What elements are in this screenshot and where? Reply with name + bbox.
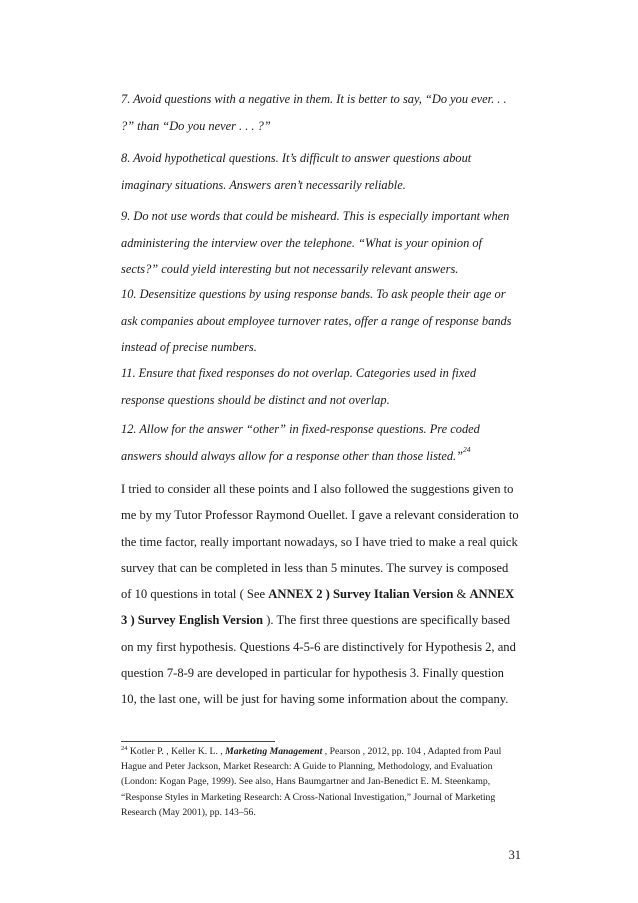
guideline-item-9: 9. Do not use words that could be misheard. This is especially important when administering the interview over the telephone. “What is your opinion of sects?” could yield interesting but not necessarily relevant answers. xyxy=(121,209,510,276)
guideline-item-8: 8. Avoid hypothetical questions. It’s difficult to answer questions about imaginary situations. Answers aren’t necessarily reliable. xyxy=(121,151,472,192)
body-intro-text: I tried to consider all these points and I also followed the suggestions given to me by my Tutor Professor Raymond Ouellet. I gave a relevant consideration to the time factor, really important nowadays, so I have tried to make a real quick survey that can be completed in less than 5 minutes. The survey is composed of 10 questions in total ( See xyxy=(121,482,519,602)
ampersand-text: & xyxy=(453,587,470,602)
body-paragraph xyxy=(121,476,521,713)
footnote-authors: Kotler P. , Keller K. L. , xyxy=(127,746,226,757)
guideline-item-11: 11. Ensure that fixed responses do not overlap. Categories used in fixed response questions should be distinct and not overlap. xyxy=(121,366,477,407)
annex-3-reference: ANNEX 3 ) Survey English Version xyxy=(121,587,515,628)
guideline-item-12 xyxy=(121,416,521,469)
body-rest-text: ). The first three questions are specifically based on my first hypothesis. Questions 4-5-6 are distinctively for Hypothesis 2, and question 7-8-9 are developed in particular for hypothesis 3. Finally question 10, the last one, will be just for having some information about the company. xyxy=(121,613,516,707)
footnote-divider xyxy=(121,741,275,742)
guideline-item-7: 7. Avoid questions with a negative in them. It is better to say, “Do you ever. . . ?” than “Do you never . . . ?” xyxy=(121,92,507,133)
page-number: 31 xyxy=(508,848,521,862)
guideline-item-12-text: 12. Allow for the answer “other” in fixed-response questions. Pre coded answers should always allow for a response other than those listed.” xyxy=(121,422,480,463)
guideline-item-10: 10. Desensitize questions by using response bands. To ask people their age or ask companies about employee turnover rates, offer a range of response bands instead of precise numbers. xyxy=(121,287,512,354)
annex-2-reference: ANNEX 2 ) Survey Italian Version xyxy=(268,587,454,602)
footnote-number: 24 xyxy=(121,744,128,752)
footnote-citation: , Pearson , 2012, pp. 104 , Adapted from Paul Hague and Peter Jackson, Market Research: A Guide to Planning, Methodology, and Evaluation (London: Kogan Page, 1999). See also, Hans Baumgartner and Jan-Benedict E. M. Steenkamp, “Response Styles in Marketing Research: A Cross-National Investigation,” Journal of Marketing Research (May 2001), pp. 143–56. xyxy=(121,746,502,818)
footnote-book-title: Marketing Management xyxy=(225,746,323,757)
footnote xyxy=(121,744,521,820)
footnote-reference[interactable]: 24 xyxy=(463,445,471,455)
